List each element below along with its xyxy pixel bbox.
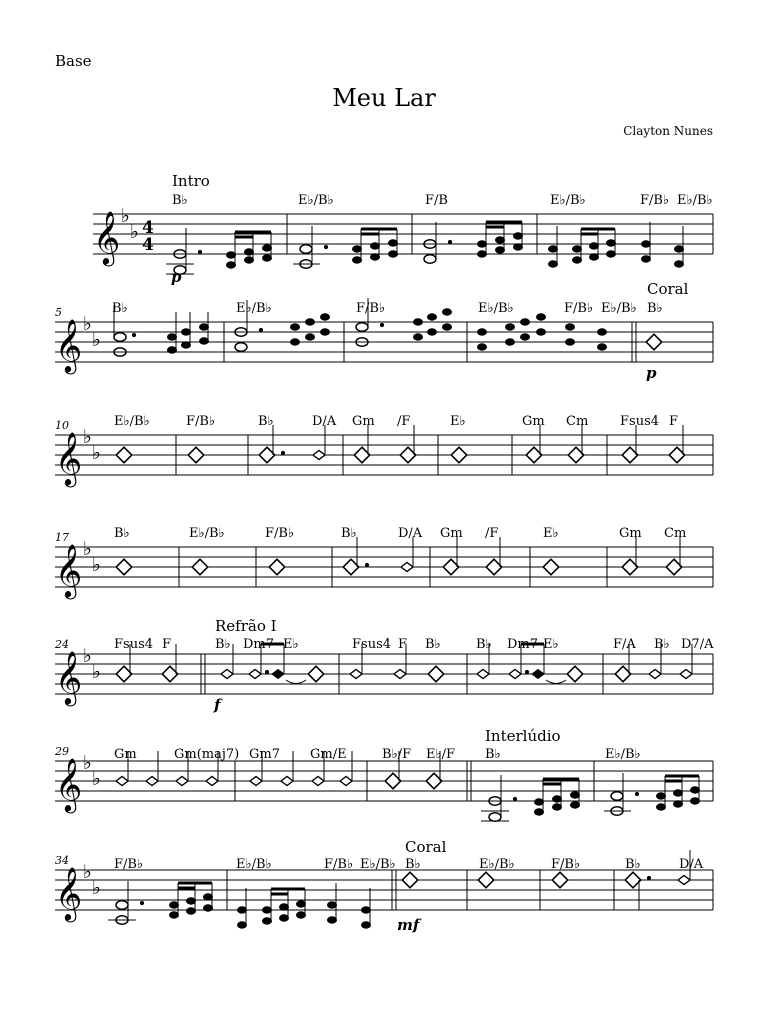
chord-symbol: F/B♭ xyxy=(356,301,386,316)
system-2 xyxy=(55,280,713,382)
chord-symbol: Gm/E xyxy=(310,747,347,762)
chord-symbol: Gm(maj7) xyxy=(174,747,240,762)
chord-symbol: E♭/B♭ xyxy=(298,193,334,208)
chord-symbol: E♭/F xyxy=(426,747,456,762)
svg-text:𝄞: 𝄞 xyxy=(55,866,83,920)
chord-symbol: F xyxy=(669,414,679,429)
svg-text:♭: ♭ xyxy=(92,554,101,576)
chord-symbol: D/A xyxy=(398,526,423,541)
treble-clef: 𝄞 xyxy=(93,210,121,264)
svg-text:♭: ♭ xyxy=(83,861,92,883)
chord-symbol: F xyxy=(398,637,408,652)
svg-text:𝄞: 𝄞 xyxy=(55,431,83,485)
chord-symbol: E♭ xyxy=(543,637,559,652)
chord-symbols xyxy=(114,747,641,762)
chord-symbol: B♭ xyxy=(647,301,663,316)
system-7 xyxy=(55,838,713,934)
svg-text:♭: ♭ xyxy=(92,661,101,683)
chord-symbols xyxy=(172,193,713,208)
key-signature: ♭ xyxy=(121,205,130,227)
chord-symbol: F/B♭ xyxy=(564,301,594,316)
dynamic-mark: mf xyxy=(397,916,420,934)
chord-symbol: F/B♭ xyxy=(551,857,581,872)
rehearsal-mark: Intro xyxy=(172,172,210,190)
rehearsal-mark: Coral xyxy=(647,280,689,298)
rehearsal-mark: Refrão I xyxy=(215,617,277,635)
chord-symbol: B♭ xyxy=(485,747,501,762)
system-6 xyxy=(54,727,713,821)
chord-symbol: E♭/B♭ xyxy=(677,193,713,208)
score-title: Meu Lar xyxy=(332,84,436,112)
chord-symbol: E♭ xyxy=(283,637,299,652)
svg-text:𝄞: 𝄞 xyxy=(55,757,83,811)
notes xyxy=(116,537,682,575)
chord-symbol: B♭ xyxy=(215,637,231,652)
staff-lines xyxy=(55,435,713,475)
chord-symbol: B♭ xyxy=(258,414,274,429)
chord-symbol: E♭/B♭ xyxy=(605,747,641,762)
chord-symbol: B♭ xyxy=(112,301,128,316)
time-sig-den: 4 xyxy=(142,235,154,255)
chord-symbol: Fsus4 xyxy=(352,637,392,652)
measure-number: 5 xyxy=(55,306,62,319)
composer-name: Clayton Nunes xyxy=(623,124,713,138)
chord-symbol: E♭ xyxy=(450,414,466,429)
svg-text:𝄞: 𝄞 xyxy=(55,650,83,704)
chord-symbol: Gm xyxy=(352,414,375,429)
chord-symbol: B♭ xyxy=(476,637,492,652)
chord-symbol: Gm xyxy=(522,414,545,429)
chord-symbol: F/B♭ xyxy=(640,193,670,208)
chord-symbol: F xyxy=(162,637,172,652)
svg-text:♭: ♭ xyxy=(92,877,101,899)
chord-symbol: /F xyxy=(485,526,499,541)
svg-text:♭: ♭ xyxy=(83,313,92,335)
chord-symbol: F/B♭ xyxy=(114,857,144,872)
time-sig-num: 4 xyxy=(142,218,154,238)
svg-text:♭: ♭ xyxy=(83,752,92,774)
chord-symbol: Fsus4 xyxy=(620,414,660,429)
svg-text:♭: ♭ xyxy=(130,221,139,243)
svg-text:♭: ♭ xyxy=(83,426,92,448)
chord-symbol: D/A xyxy=(312,414,337,429)
chord-symbol: B♭ xyxy=(425,637,441,652)
measure-number: 29 xyxy=(55,745,69,758)
dynamic-mark: f xyxy=(214,696,221,714)
chord-symbol: D/A xyxy=(679,857,704,872)
chord-symbols xyxy=(114,526,686,541)
chord-symbol: B♭ xyxy=(405,857,421,872)
chord-symbol: Cm xyxy=(664,526,687,541)
chord-symbol: E♭/B♭ xyxy=(479,857,515,872)
chord-symbol: E♭/B♭ xyxy=(114,414,150,429)
chord-symbol: E♭ xyxy=(543,526,559,541)
chord-symbol: F/B♭ xyxy=(265,526,295,541)
system-3 xyxy=(55,414,713,487)
chord-symbol: Dm7 xyxy=(243,637,275,652)
measure-number: 34 xyxy=(55,854,69,867)
staff-lines xyxy=(55,547,713,587)
chord-symbol: B♭ xyxy=(114,526,130,541)
chord-symbol: B♭/F xyxy=(382,747,412,762)
chord-symbol: B♭ xyxy=(625,857,641,872)
measure-number: 24 xyxy=(55,638,69,651)
system-1 xyxy=(93,172,713,286)
chord-symbol: Gm xyxy=(440,526,463,541)
chord-symbol: E♭/B♭ xyxy=(189,526,225,541)
chord-symbol: F/B xyxy=(425,193,448,208)
rehearsal-mark: Interlúdio xyxy=(485,727,561,745)
notes xyxy=(166,222,684,274)
chord-symbol: E♭/B♭ xyxy=(478,301,514,316)
dynamic-mark: p xyxy=(171,268,182,286)
chord-symbol: E♭/B♭ xyxy=(236,857,272,872)
chord-symbols xyxy=(112,301,663,316)
chord-symbol: E♭/B♭ xyxy=(601,301,637,316)
notes xyxy=(116,425,685,463)
svg-text:𝄞: 𝄞 xyxy=(55,543,83,597)
chord-symbol: /F xyxy=(397,414,411,429)
rehearsal-mark: Coral xyxy=(405,838,447,856)
chord-symbol: F/B♭ xyxy=(324,857,354,872)
system-5 xyxy=(54,617,714,714)
svg-text:♭: ♭ xyxy=(83,645,92,667)
chord-symbol: B♭ xyxy=(172,193,188,208)
chord-symbol: E♭/B♭ xyxy=(360,857,396,872)
chord-symbol: Gm xyxy=(619,526,642,541)
chord-symbol: Dm7 xyxy=(507,637,539,652)
chord-symbol: Gm7 xyxy=(249,747,280,762)
part-name: Base xyxy=(55,52,92,70)
chord-symbol: D7/A xyxy=(681,637,714,652)
svg-text:♭: ♭ xyxy=(92,442,101,464)
system-4 xyxy=(55,526,713,599)
dynamic-mark: p xyxy=(646,364,657,382)
chord-symbol: F/A xyxy=(613,637,636,652)
chord-symbol: F/B♭ xyxy=(186,414,216,429)
chord-symbol: Cm xyxy=(566,414,589,429)
chord-symbols xyxy=(114,414,678,429)
chord-symbol: B♭ xyxy=(341,526,357,541)
measure-number: 10 xyxy=(55,419,69,432)
svg-text:♭: ♭ xyxy=(92,329,101,351)
staff-lines xyxy=(55,322,713,362)
svg-text:♭: ♭ xyxy=(83,538,92,560)
chord-symbol: E♭/B♭ xyxy=(236,301,272,316)
measure-number: 17 xyxy=(55,531,69,544)
svg-text:♭: ♭ xyxy=(92,768,101,790)
chord-symbol: Fsus4 xyxy=(114,637,154,652)
treble-clef: 𝄞 xyxy=(55,318,83,372)
chord-symbol: B♭ xyxy=(654,637,670,652)
chord-symbols xyxy=(114,637,714,652)
chord-symbol: Gm xyxy=(114,747,137,762)
chord-symbol: E♭/B♭ xyxy=(550,193,586,208)
